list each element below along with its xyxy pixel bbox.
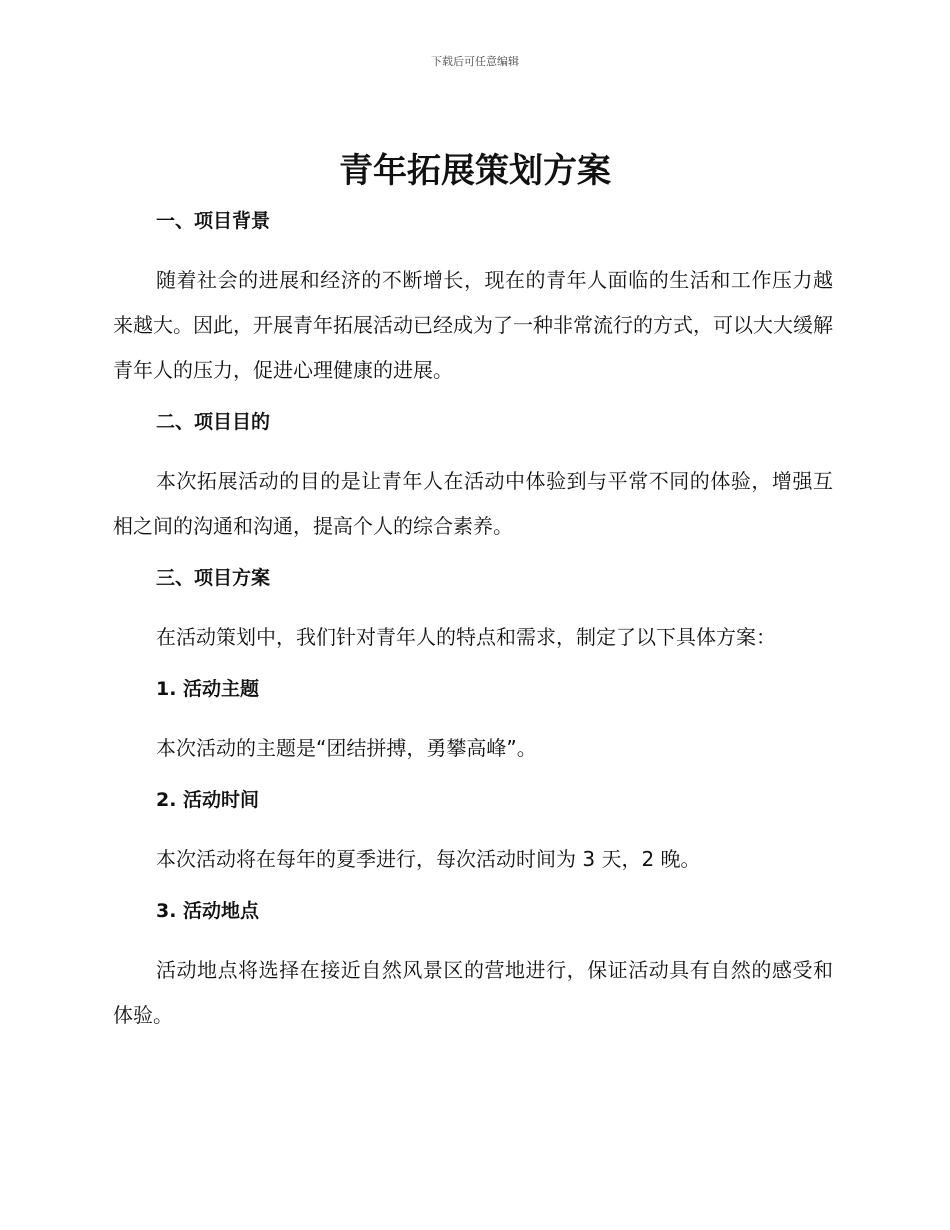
section-body-theme: 本次活动的主题是“团结拼搏，勇攀高峰”。	[156, 736, 537, 760]
section-heading-theme: 1. 活动主题	[156, 678, 260, 700]
section-heading-location: 3. 活动地点	[156, 900, 260, 922]
section-body-location: 活动地点将选择在接近自然风景区的营地进行，保证活动具有自然的感受和体验。	[113, 958, 833, 1027]
section-body-background: 随着社会的进展和经济的不断增长，现在的青年人面临的生活和工作压力越来越大。因此，开展青年拓展活动已经成为了一种非常流行的方式，可以大大缓解青年人的压力，促进心理健康的进展。	[113, 268, 833, 382]
section-heading-plan: 三、项目方案	[156, 567, 271, 589]
section-body-purpose: 本次拓展活动的目的是让青年人在活动中体验到与平常不同的体验，增强互相之间的沟通和沟通，提高个人的综合素养。	[113, 469, 833, 538]
document-body	[113, 205, 833, 1038]
page-title: 青年拓展策划方案	[339, 151, 611, 191]
header-note: 下载后可任意编辑	[431, 55, 519, 68]
section-body-time: 本次活动将在每年的夏季进行，每次活动时间为 3 天，2 晚。	[156, 847, 701, 871]
section-heading-purpose: 二、项目目的	[156, 411, 271, 433]
section-body-plan: 在活动策划中，我们针对青年人的特点和需求，制定了以下具体方案：	[156, 625, 776, 649]
section-heading-time: 2. 活动时间	[156, 789, 260, 811]
section-heading-background: 一、项目背景	[156, 210, 271, 232]
